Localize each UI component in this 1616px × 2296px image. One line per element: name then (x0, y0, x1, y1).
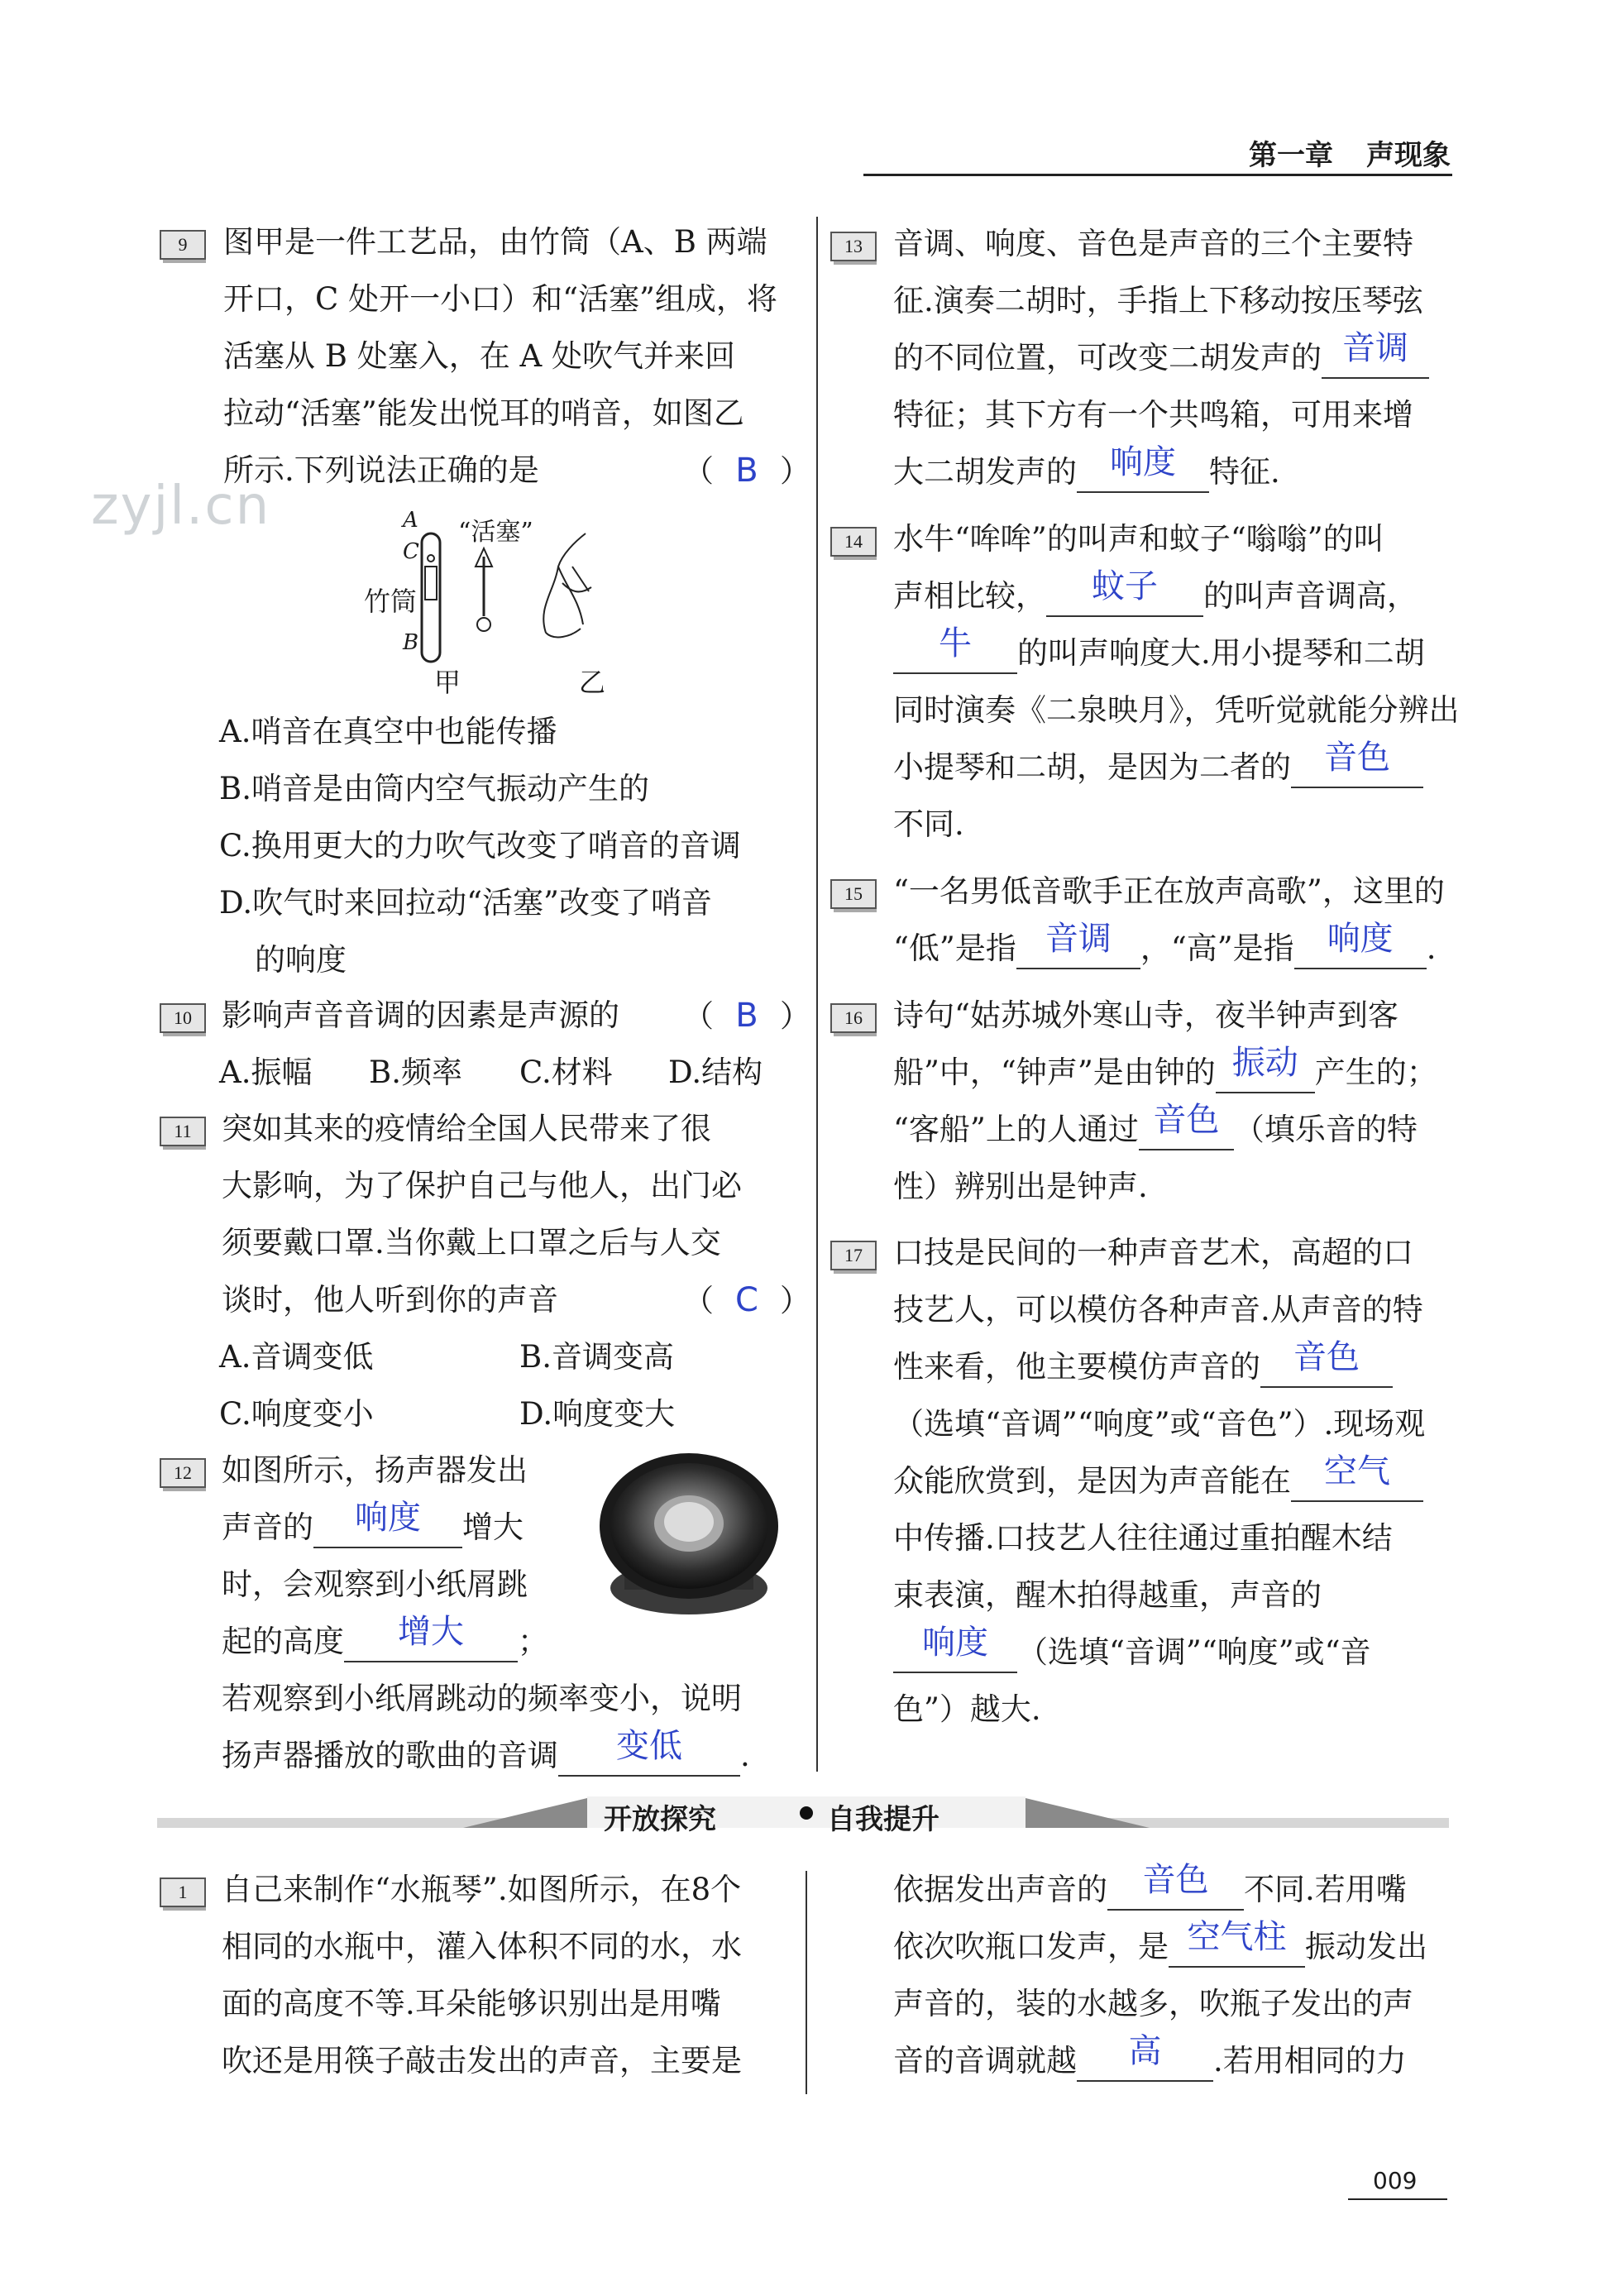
q13-text: 特征. (1209, 454, 1280, 490)
q12-answer-2: 增大 (398, 1613, 464, 1651)
q14-answer-1: 蚊子 (1092, 567, 1158, 605)
q17-text: 性来看，他主要模仿声音的 (893, 1349, 1260, 1385)
e1-line2: 相同的水瓶中，灌入体积不同的水，水 (222, 1929, 742, 1964)
q11-option-c: C.响度变小 (219, 1396, 374, 1432)
answer-blank (1291, 1452, 1423, 1502)
q16-line4: 性）辨别出是钟声. (893, 1169, 1148, 1204)
q9-line3: 活塞从 B 处塞入，在 A 处吹气并来回 (223, 338, 735, 374)
question-number: 9 (160, 230, 206, 260)
q16-line1: 诗句“姑苏城外寒山寺，夜半钟声到客 (893, 997, 1398, 1033)
watermark: zyjl.cn (91, 476, 271, 537)
q16-text: 船”中，“钟声”是由钟的 (893, 1055, 1216, 1090)
q17-line4: （选填“音调”“响度”或“音色”）.现场观 (893, 1406, 1426, 1442)
q9-fig-label-tube: 竹筒 (364, 586, 418, 617)
q11-option-b: B.音调变高 (519, 1339, 674, 1375)
q9-answer-paren: （ B ） (683, 452, 810, 490)
q12-line1: 如图所示，扬声器发出 (222, 1452, 528, 1488)
page-number: 009 (1373, 2167, 1418, 2194)
answer-blank (1107, 1861, 1244, 1911)
q17-line9: 色”）越大. (893, 1691, 1041, 1727)
q12-answer-3: 变低 (616, 1727, 682, 1765)
q10-option-b: B.频率 (369, 1055, 462, 1090)
question-number: 1 (160, 1877, 206, 1907)
question-number: 15 (830, 879, 877, 909)
q16-text: （填乐音的特 (1233, 1112, 1418, 1147)
q14-line2 (893, 567, 1418, 617)
q13-line2: 征.演奏二胡时，手指上下移动按压琴弦 (893, 283, 1423, 318)
e1-text: 不同.若用嘴 (1244, 1872, 1407, 1907)
chapter-label: 第一章 (1249, 139, 1333, 172)
q12-line6 (222, 1727, 750, 1777)
q15-answer-2: 响度 (1327, 920, 1394, 958)
e1-right-line3: 声音的，装的水越多，吹瓶子发出的声 (893, 1986, 1413, 2021)
e1-text: 依次吹瓶口发声，是 (893, 1929, 1169, 1964)
answer-blank (558, 1727, 740, 1777)
question-number: 16 (830, 1003, 877, 1033)
q12-line5: 若观察到小纸屑跳动的频率变小，说明 (222, 1681, 742, 1716)
answer-blank (1139, 1101, 1234, 1150)
q10-option-d: D.结构 (668, 1055, 763, 1090)
q12-text: 起的高度 (222, 1624, 344, 1659)
q17-line8 (893, 1624, 1371, 1673)
answer-blank (344, 1613, 518, 1662)
e1-line1: 自己来制作“水瓶琴”.如图所示，在8个 (222, 1872, 742, 1907)
answer-blank (1260, 1338, 1393, 1388)
q11-answer: C (735, 1281, 758, 1319)
q13-line5 (893, 443, 1280, 493)
answer-blank (313, 1499, 462, 1548)
q17-answer-1: 音色 (1293, 1338, 1360, 1376)
q17-text: （选填“音调”“响度”或“音 (1017, 1634, 1371, 1670)
q17-answer-2: 空气 (1324, 1452, 1390, 1490)
q13-answer-1: 音调 (1342, 329, 1408, 367)
q14-text: 声相比较， (893, 578, 1046, 614)
q17-line5 (893, 1452, 1423, 1502)
question-number: 10 (160, 1003, 206, 1033)
answer-blank (1322, 329, 1429, 379)
header-rule (863, 174, 1452, 176)
q16-answer-2: 音色 (1153, 1101, 1220, 1139)
column-divider-top (816, 217, 818, 1772)
answer-blank (893, 624, 1017, 674)
question-number: 13 (830, 232, 877, 261)
q16-line2 (893, 1044, 1437, 1093)
e1-answer-2: 空气柱 (1187, 1918, 1287, 1956)
q17-line7: 束表演，醒木拍得越重，声音的 (893, 1577, 1322, 1613)
q12-text: . (740, 1738, 750, 1773)
answer-blank (1294, 920, 1427, 969)
q16-text: “客船”上的人通过 (893, 1112, 1139, 1147)
q10-answer-paren: （ B ） (683, 997, 810, 1035)
q17-line3 (893, 1338, 1393, 1388)
q9-option-c: C.换用更大的力吹气改变了哨音的音调 (219, 828, 741, 863)
banner-right-text: 自我提升 (827, 1803, 939, 1836)
q17-line2: 技艺人，可以模仿各种声音.从声音的特 (893, 1292, 1423, 1327)
section-title: 声现象 (1366, 139, 1451, 172)
answer-blank (1077, 443, 1209, 493)
answer-blank (1291, 739, 1423, 788)
q11-option-d: D.响度变大 (519, 1396, 676, 1432)
e1-text: .若用相同的力 (1213, 2043, 1407, 2078)
e1-right-line4 (893, 2032, 1407, 2082)
q14-line4: 同时演奏《二泉映月》，凭听觉就能分辨出 (893, 692, 1460, 728)
q12-text: 声音的 (222, 1509, 313, 1545)
question-number: 14 (830, 527, 877, 557)
q14-answer-3: 音色 (1324, 739, 1390, 777)
e1-answer-1: 音色 (1142, 1861, 1209, 1899)
q12-line3: 时，会观察到小纸屑跳 (222, 1567, 528, 1602)
q11-answer-paren: （ C ） (683, 1281, 810, 1319)
q9-fig-label-jia: 甲 (434, 667, 461, 698)
q13-answer-2: 响度 (1110, 443, 1176, 481)
answer-blank (1216, 1044, 1315, 1093)
q9-option-a: A.哨音在真空中也能传播 (219, 714, 557, 749)
q16-answer-1: 振动 (1231, 1044, 1298, 1082)
answer-blank (1169, 1918, 1305, 1968)
column-divider-bottom (806, 1871, 807, 2094)
q14-answer-2: 牛 (939, 624, 972, 662)
q9-fig-label-yi: 乙 (579, 667, 606, 698)
q15-text: ，“高”是指 (1140, 930, 1294, 966)
question-number: 12 (160, 1458, 206, 1488)
q16-line3 (893, 1101, 1418, 1150)
q12-text: ； (518, 1624, 548, 1659)
q9-fig-label-piston: “活塞” (458, 518, 533, 547)
q14-text: 小提琴和二胡，是因为二者的 (893, 749, 1291, 785)
e1-line3: 面的高度不等.耳朵能够识别出是用嘴 (222, 1986, 721, 2021)
q11-line4: 谈时，他人听到你的声音 (222, 1282, 558, 1318)
q11-option-a: A.音调变低 (219, 1339, 374, 1375)
q17-text: 众能欣赏到，是因为声音能在 (893, 1463, 1291, 1499)
q9-line5: 所示.下列说法正确的是 (223, 452, 539, 488)
q13-text: 的不同位置，可改变二胡发声的 (893, 340, 1322, 375)
page-number-rule (1348, 2198, 1447, 2200)
q14-line5 (893, 739, 1423, 788)
q9-line1: 图甲是一件工艺品，由竹筒（A、B 两端 (223, 224, 767, 260)
e1-text: 音的音调就越 (893, 2043, 1077, 2078)
q9-line4: 拉动“活塞”能发出悦耳的哨音，如图乙 (223, 395, 744, 431)
q14-line3 (893, 624, 1425, 674)
q9-fig-label-b: B (403, 630, 419, 655)
q11-line2: 大影响，为了保护自己与他人，出门必 (222, 1168, 742, 1203)
q13-text: 大二胡发声的 (893, 454, 1077, 490)
q13-line4: 特征；其下方有一个共鸣箱，可用来增 (893, 397, 1413, 433)
answer-blank (1077, 2032, 1213, 2082)
q17-answer-3: 响度 (922, 1624, 988, 1662)
q13-line1: 音调、响度、音色是声音的三个主要特 (893, 226, 1413, 261)
q9-fig-label-c: C (403, 539, 419, 564)
question-number: 17 (830, 1241, 877, 1270)
section-banner (157, 1793, 1449, 1830)
q14-line1: 水牛“哞哞”的叫声和蚊子“嗡嗡”的叫 (893, 521, 1384, 557)
q12-line4 (222, 1613, 548, 1662)
q9-option-b: B.哨音是由筒内空气振动产生的 (219, 771, 649, 806)
q17-line1: 口技是民间的一种声音艺术，高超的口 (893, 1235, 1413, 1270)
e1-text: 依据发出声音的 (893, 1872, 1107, 1907)
e1-answer-3: 高 (1128, 2032, 1162, 2070)
q14-text: 的叫声音调高， (1203, 578, 1418, 614)
q14-line6: 不同. (893, 806, 964, 842)
q10-option-a: A.振幅 (219, 1055, 313, 1090)
q15-text: . (1426, 930, 1437, 966)
e1-right-line1 (893, 1861, 1407, 1911)
q12-text: 增大 (462, 1509, 524, 1545)
answer-blank (893, 1624, 1017, 1673)
question-number: 11 (160, 1117, 206, 1146)
q15-answer-1: 音调 (1045, 920, 1112, 958)
q12-line2 (222, 1499, 524, 1548)
e1-line4: 吹还是用筷子敲击发出的声音，主要是 (222, 2043, 742, 2078)
q11-line3: 须要戴口罩.当你戴上口罩之后与人交 (222, 1225, 721, 1260)
answer-blank (1046, 567, 1203, 617)
q10-option-c: C.材料 (519, 1055, 613, 1090)
e1-text: 振动发出 (1305, 1929, 1427, 1964)
q9-answer: B (735, 452, 758, 490)
answer-blank (1016, 920, 1140, 969)
q10-answer: B (735, 997, 758, 1035)
q12-answer-1: 响度 (355, 1499, 421, 1537)
q15-line1: “一名男低音歌手正在放声高歌”，这里的 (893, 873, 1445, 909)
q13-line3 (893, 329, 1429, 379)
q9-option-d: D.吹气时来回拉动“活塞”改变了哨音 (219, 885, 712, 921)
q16-text: 产生的； (1314, 1055, 1437, 1090)
q15-text: “低”是指 (893, 930, 1016, 966)
q12-text: 扬声器播放的歌曲的音调 (222, 1738, 558, 1773)
q10-stem: 影响声音音调的因素是声源的 (222, 997, 619, 1033)
e1-right-line2 (893, 1918, 1427, 1968)
q14-text: 的叫声响度大.用小提琴和二胡 (1017, 635, 1425, 671)
q9-option-d-cont: 的响度 (255, 942, 347, 978)
q15-line2 (893, 920, 1437, 969)
q9-line2: 开口，C 处开一小口）和“活塞”组成，将 (223, 281, 777, 317)
speaker-image (591, 1447, 782, 1621)
q11-line1: 突如其来的疫情给全国人民带来了很 (222, 1111, 711, 1146)
q17-line6: 中传播.口技艺人往往通过重拍醒木结 (893, 1520, 1393, 1556)
banner-left-text: 开放探究 (604, 1803, 716, 1836)
q9-fig-label-a: A (403, 508, 418, 533)
